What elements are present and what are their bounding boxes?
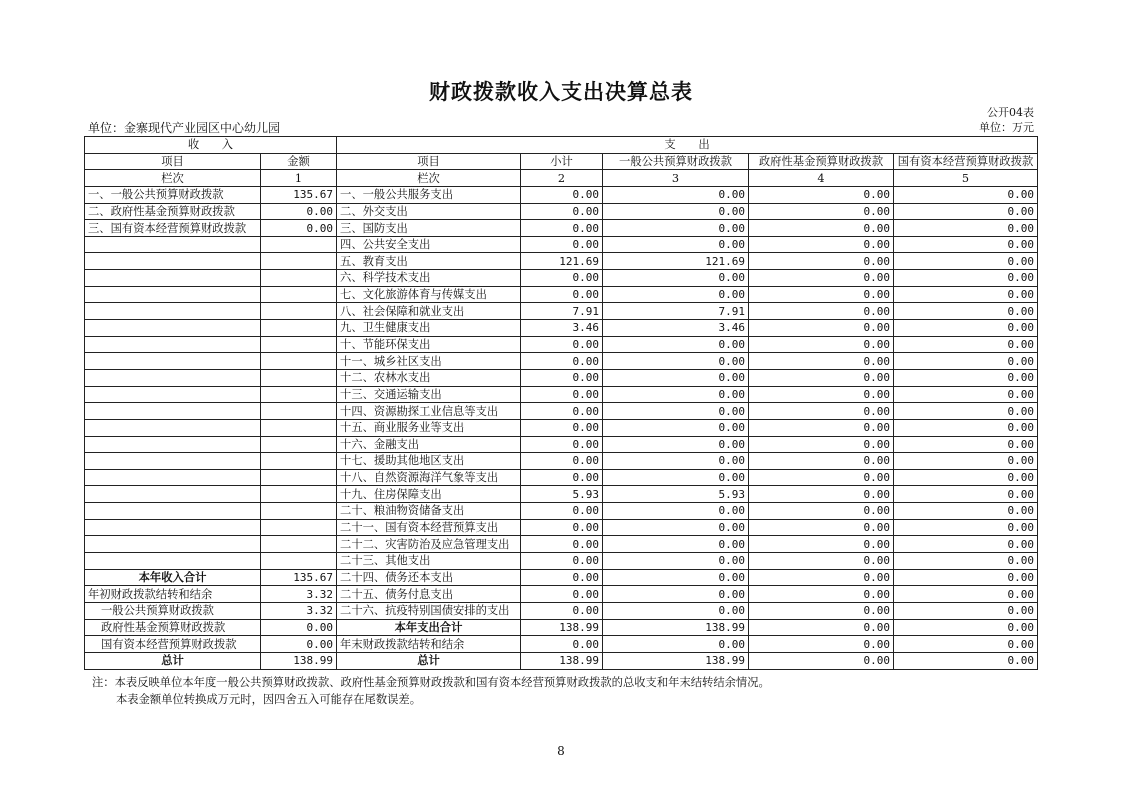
state-capital-cell: 0.00 (894, 336, 1038, 353)
fund-budget-cell: 0.00 (749, 652, 894, 669)
table-row (85, 419, 1038, 436)
fund-budget-cell: 0.00 (749, 303, 894, 320)
expense-item-cell: 八、社会保障和就业支出 (337, 303, 521, 320)
subtotal-header: 小计 (521, 153, 603, 170)
fund-budget-cell: 0.00 (749, 602, 894, 619)
income-item-cell: 二、政府性基金预算财政拨款 (85, 203, 261, 220)
state-capital-cell: 0.00 (894, 270, 1038, 287)
table-row (85, 336, 1038, 353)
income-col-label: 栏次 (85, 170, 261, 187)
general-budget-cell: 7.91 (603, 303, 749, 320)
state-capital-cell: 0.00 (894, 586, 1038, 603)
table-row (85, 286, 1038, 303)
income-amount-cell (261, 353, 337, 370)
general-budget-cell: 0.00 (603, 236, 749, 253)
expense-item-cell: 本年支出合计 (337, 619, 521, 636)
general-budget-cell: 0.00 (603, 602, 749, 619)
general-budget-cell: 0.00 (603, 270, 749, 287)
fund-budget-cell: 0.00 (749, 536, 894, 553)
general-budget-cell: 0.00 (603, 336, 749, 353)
table-row (85, 403, 1038, 420)
expense-item-cell: 十九、住房保障支出 (337, 486, 521, 503)
income-item-cell: 一般公共预算财政拨款 (85, 602, 261, 619)
state-capital-cell: 0.00 (894, 253, 1038, 270)
subtotal-cell: 0.00 (521, 386, 603, 403)
expense-item-cell: 二、外交支出 (337, 203, 521, 220)
general-budget-cell: 3.46 (603, 320, 749, 337)
general-budget-cell: 138.99 (603, 652, 749, 669)
expense-item-cell: 十八、自然资源海洋气象等支出 (337, 469, 521, 486)
general-budget-cell: 0.00 (603, 403, 749, 420)
fund-budget-cell: 0.00 (749, 403, 894, 420)
income-amount-cell: 135.67 (261, 569, 337, 586)
state-capital-cell: 0.00 (894, 203, 1038, 220)
fund-budget-cell: 0.00 (749, 569, 894, 586)
income-amount-cell (261, 553, 337, 570)
income-amount-cell: 3.32 (261, 602, 337, 619)
subtotal-cell: 121.69 (521, 253, 603, 270)
general-budget-cell: 0.00 (603, 453, 749, 470)
income-item-cell (85, 353, 261, 370)
expense-item-cell: 十二、农林水支出 (337, 369, 521, 386)
income-amount-cell: 3.32 (261, 586, 337, 603)
income-item-cell (85, 486, 261, 503)
subtotal-cell: 0.00 (521, 503, 603, 520)
state-capital-cell: 0.00 (894, 553, 1038, 570)
state-capital-cell: 0.00 (894, 569, 1038, 586)
form-number: 公开04表 (987, 106, 1034, 119)
income-amount-cell: 0.00 (261, 619, 337, 636)
income-amount-cell (261, 303, 337, 320)
general-budget-cell: 0.00 (603, 469, 749, 486)
fund-budget-cell: 0.00 (749, 503, 894, 520)
header-row-section (85, 137, 1038, 154)
general-budget-cell: 0.00 (603, 220, 749, 237)
table-row (85, 236, 1038, 253)
income-item-cell (85, 503, 261, 520)
fund-budget-cell: 0.00 (749, 636, 894, 653)
expense-item-cell: 七、文化旅游体育与传媒支出 (337, 286, 521, 303)
expense-item-cell: 五、教育支出 (337, 253, 521, 270)
state-capital-cell: 0.00 (894, 403, 1038, 420)
general-budget-cell: 138.99 (603, 619, 749, 636)
subtotal-cell: 0.00 (521, 186, 603, 203)
expense-header: 支 出 (337, 137, 1038, 154)
subtotal-cell: 0.00 (521, 602, 603, 619)
state-capital-cell: 0.00 (894, 369, 1038, 386)
expense-item-cell: 二十六、抗疫特别国债安排的支出 (337, 602, 521, 619)
income-item-cell (85, 386, 261, 403)
general-budget-cell: 0.00 (603, 203, 749, 220)
table-row (85, 369, 1038, 386)
subtotal-cell: 0.00 (521, 536, 603, 553)
state-capital-cell: 0.00 (894, 652, 1038, 669)
table-row (85, 220, 1038, 237)
general-budget-cell: 0.00 (603, 519, 749, 536)
income-item-cell (85, 436, 261, 453)
header-row-columns (85, 153, 1038, 170)
currency-unit: 单位：万元 (979, 121, 1034, 134)
general-budget-cell: 0.00 (603, 436, 749, 453)
income-amount-cell (261, 503, 337, 520)
income-item-cell (85, 270, 261, 287)
expense-item-cell: 十七、援助其他地区支出 (337, 453, 521, 470)
general-budget-cell: 0.00 (603, 386, 749, 403)
state-capital-cell: 0.00 (894, 469, 1038, 486)
subtotal-cell: 0.00 (521, 286, 603, 303)
income-amount-cell: 0.00 (261, 203, 337, 220)
col-number-3: 3 (603, 170, 749, 187)
fund-budget-cell: 0.00 (749, 286, 894, 303)
table-row (85, 586, 1038, 603)
income-amount-header: 金额 (261, 153, 337, 170)
subtotal-cell: 0.00 (521, 586, 603, 603)
table-row (85, 436, 1038, 453)
general-budget-cell: 0.00 (603, 569, 749, 586)
col-number-1: 1 (261, 170, 337, 187)
fund-budget-cell: 0.00 (749, 270, 894, 287)
income-amount-cell (261, 403, 337, 420)
income-item-cell: 总计 (85, 652, 261, 669)
final-accounts-table (84, 136, 1038, 670)
state-capital-cell: 0.00 (894, 503, 1038, 520)
fund-budget-cell: 0.00 (749, 320, 894, 337)
income-amount-cell (261, 453, 337, 470)
subtotal-cell: 0.00 (521, 636, 603, 653)
income-item-cell (85, 253, 261, 270)
fund-budget-cell: 0.00 (749, 553, 894, 570)
state-capital-cell: 0.00 (894, 419, 1038, 436)
subtotal-cell: 3.46 (521, 320, 603, 337)
income-amount-cell (261, 369, 337, 386)
expense-item-cell: 二十二、灾害防治及应急管理支出 (337, 536, 521, 553)
general-budget-cell: 0.00 (603, 186, 749, 203)
general-budget-cell: 0.00 (603, 369, 749, 386)
general-budget-cell: 0.00 (603, 503, 749, 520)
income-amount-cell: 135.67 (261, 186, 337, 203)
general-budget-cell: 121.69 (603, 253, 749, 270)
fund-budget-cell: 0.00 (749, 469, 894, 486)
expense-item-cell: 十、节能环保支出 (337, 336, 521, 353)
income-amount-cell: 0.00 (261, 636, 337, 653)
table-row (85, 503, 1038, 520)
general-budget-cell: 5.93 (603, 486, 749, 503)
income-item-cell (85, 453, 261, 470)
income-amount-cell (261, 253, 337, 270)
income-item-cell (85, 403, 261, 420)
general-budget-cell: 0.00 (603, 353, 749, 370)
income-item-cell: 国有资本经营预算财政拨款 (85, 636, 261, 653)
fund-budget-cell: 0.00 (749, 453, 894, 470)
fund-budget-cell: 0.00 (749, 419, 894, 436)
subtotal-cell: 138.99 (521, 652, 603, 669)
expense-item-cell: 二十、粮油物资储备支出 (337, 503, 521, 520)
fund-budget-cell: 0.00 (749, 353, 894, 370)
table-row (85, 386, 1038, 403)
table-row (85, 636, 1038, 653)
general-budget-cell: 0.00 (603, 586, 749, 603)
table-row (85, 652, 1038, 669)
expense-item-cell: 二十五、债务付息支出 (337, 586, 521, 603)
subtotal-cell: 0.00 (521, 203, 603, 220)
income-amount-cell: 0.00 (261, 220, 337, 237)
income-item-cell: 一、一般公共预算财政拨款 (85, 186, 261, 203)
expense-item-cell: 总计 (337, 652, 521, 669)
income-amount-cell (261, 436, 337, 453)
table-row (85, 203, 1038, 220)
fund-budget-cell: 0.00 (749, 586, 894, 603)
table-row (85, 253, 1038, 270)
fund-budget-cell: 0.00 (749, 519, 894, 536)
state-capital-cell: 0.00 (894, 186, 1038, 203)
fund-budget-cell: 0.00 (749, 236, 894, 253)
general-budget-cell: 0.00 (603, 536, 749, 553)
subtotal-cell: 0.00 (521, 220, 603, 237)
state-capital-cell: 0.00 (894, 486, 1038, 503)
income-item-cell (85, 469, 261, 486)
expense-item-cell: 二十三、其他支出 (337, 553, 521, 570)
income-amount-cell (261, 320, 337, 337)
table-row (85, 469, 1038, 486)
fund-budget-header: 政府性基金预算财政拨款 (749, 153, 894, 170)
income-item-cell (85, 553, 261, 570)
table-row (85, 553, 1038, 570)
income-item-cell (85, 369, 261, 386)
fund-budget-cell: 0.00 (749, 386, 894, 403)
table-row (85, 186, 1038, 203)
state-capital-cell: 0.00 (894, 453, 1038, 470)
income-amount-cell (261, 336, 337, 353)
fund-budget-cell: 0.00 (749, 619, 894, 636)
page-number: 8 (557, 744, 565, 758)
state-capital-cell: 0.00 (894, 386, 1038, 403)
fund-budget-cell: 0.00 (749, 186, 894, 203)
subtotal-cell: 0.00 (521, 369, 603, 386)
fund-budget-cell: 0.00 (749, 436, 894, 453)
expense-item-cell: 二十四、债务还本支出 (337, 569, 521, 586)
expense-col-label: 栏次 (337, 170, 521, 187)
income-item-cell (85, 236, 261, 253)
income-amount-cell (261, 286, 337, 303)
table-row (85, 486, 1038, 503)
fund-budget-cell: 0.00 (749, 369, 894, 386)
unit-name: 单位：金寨现代产业园区中心幼儿园 (88, 121, 281, 135)
expense-item-cell: 十一、城乡社区支出 (337, 353, 521, 370)
fund-budget-cell: 0.00 (749, 336, 894, 353)
income-amount-cell (261, 536, 337, 553)
subtotal-cell: 0.00 (521, 270, 603, 287)
expense-item-cell: 十六、金融支出 (337, 436, 521, 453)
table-note: 注：本表反映单位本年度一般公共预算财政拨款、政府性基金预算财政拨款和国有资本经营预算财政拨款的总收支和年末结转结余情况。 (92, 676, 770, 689)
table-note-secondary: 本表金额单位转换成万元时，因四舍五入可能存在尾数误差。 (116, 693, 422, 706)
header-row-column-numbers (85, 170, 1038, 187)
state-capital-cell: 0.00 (894, 286, 1038, 303)
state-capital-cell: 0.00 (894, 636, 1038, 653)
income-header: 收 入 (85, 137, 337, 154)
income-item-cell (85, 286, 261, 303)
table-row (85, 519, 1038, 536)
fund-budget-cell: 0.00 (749, 203, 894, 220)
expense-item-cell: 四、公共安全支出 (337, 236, 521, 253)
income-item-cell (85, 536, 261, 553)
expense-item-cell: 十四、资源勘探工业信息等支出 (337, 403, 521, 420)
income-item-cell: 年初财政拨款结转和结余 (85, 586, 261, 603)
table-row (85, 353, 1038, 370)
table-row (85, 270, 1038, 287)
general-budget-cell: 0.00 (603, 286, 749, 303)
income-amount-cell (261, 519, 337, 536)
table-row (85, 619, 1038, 636)
table-row (85, 303, 1038, 320)
income-amount-cell (261, 386, 337, 403)
income-item-header: 项目 (85, 153, 261, 170)
subtotal-cell: 0.00 (521, 436, 603, 453)
subtotal-cell: 0.00 (521, 453, 603, 470)
state-capital-cell: 0.00 (894, 602, 1038, 619)
general-budget-cell: 0.00 (603, 553, 749, 570)
expense-item-cell: 十三、交通运输支出 (337, 386, 521, 403)
subtotal-cell: 0.00 (521, 403, 603, 420)
income-item-cell (85, 320, 261, 337)
expense-item-cell: 九、卫生健康支出 (337, 320, 521, 337)
income-item-cell (85, 336, 261, 353)
income-item-cell: 本年收入合计 (85, 569, 261, 586)
fund-budget-cell: 0.00 (749, 486, 894, 503)
income-amount-cell (261, 236, 337, 253)
expense-item-header: 项目 (337, 153, 521, 170)
subtotal-cell: 5.93 (521, 486, 603, 503)
income-amount-cell (261, 419, 337, 436)
subtotal-cell: 0.00 (521, 519, 603, 536)
income-item-cell (85, 519, 261, 536)
income-amount-cell (261, 270, 337, 287)
state-capital-cell: 0.00 (894, 236, 1038, 253)
income-item-cell (85, 419, 261, 436)
expense-item-cell: 三、国防支出 (337, 220, 521, 237)
state-capital-cell: 0.00 (894, 353, 1038, 370)
state-capital-header: 国有资本经营预算财政拨款 (894, 153, 1038, 170)
expense-item-cell: 十五、商业服务业等支出 (337, 419, 521, 436)
income-amount-cell (261, 469, 337, 486)
subtotal-cell: 0.00 (521, 236, 603, 253)
subtotal-cell: 7.91 (521, 303, 603, 320)
state-capital-cell: 0.00 (894, 519, 1038, 536)
state-capital-cell: 0.00 (894, 303, 1038, 320)
subtotal-cell: 0.00 (521, 353, 603, 370)
income-item-cell: 三、国有资本经营预算财政拨款 (85, 220, 261, 237)
col-number-5: 5 (894, 170, 1038, 187)
expense-item-cell: 六、科学技术支出 (337, 270, 521, 287)
table-row (85, 536, 1038, 553)
table-row (85, 453, 1038, 470)
general-budget-header: 一般公共预算财政拨款 (603, 153, 749, 170)
general-budget-cell: 0.00 (603, 636, 749, 653)
income-item-cell (85, 303, 261, 320)
page-title: 财政拨款收入支出决算总表 (429, 79, 693, 104)
table-row (85, 569, 1038, 586)
subtotal-cell: 0.00 (521, 419, 603, 436)
state-capital-cell: 0.00 (894, 536, 1038, 553)
subtotal-cell: 0.00 (521, 553, 603, 570)
subtotal-cell: 0.00 (521, 336, 603, 353)
income-item-cell: 政府性基金预算财政拨款 (85, 619, 261, 636)
expense-item-cell: 年末财政拨款结转和结余 (337, 636, 521, 653)
state-capital-cell: 0.00 (894, 436, 1038, 453)
income-amount-cell (261, 486, 337, 503)
col-number-4: 4 (749, 170, 894, 187)
col-number-2: 2 (521, 170, 603, 187)
table-row (85, 320, 1038, 337)
expense-item-cell: 一、一般公共服务支出 (337, 186, 521, 203)
fund-budget-cell: 0.00 (749, 220, 894, 237)
state-capital-cell: 0.00 (894, 320, 1038, 337)
subtotal-cell: 0.00 (521, 569, 603, 586)
subtotal-cell: 0.00 (521, 469, 603, 486)
subtotal-cell: 138.99 (521, 619, 603, 636)
expense-item-cell: 二十一、国有资本经营预算支出 (337, 519, 521, 536)
income-amount-cell: 138.99 (261, 652, 337, 669)
state-capital-cell: 0.00 (894, 619, 1038, 636)
fund-budget-cell: 0.00 (749, 253, 894, 270)
table-row (85, 602, 1038, 619)
state-capital-cell: 0.00 (894, 220, 1038, 237)
general-budget-cell: 0.00 (603, 419, 749, 436)
